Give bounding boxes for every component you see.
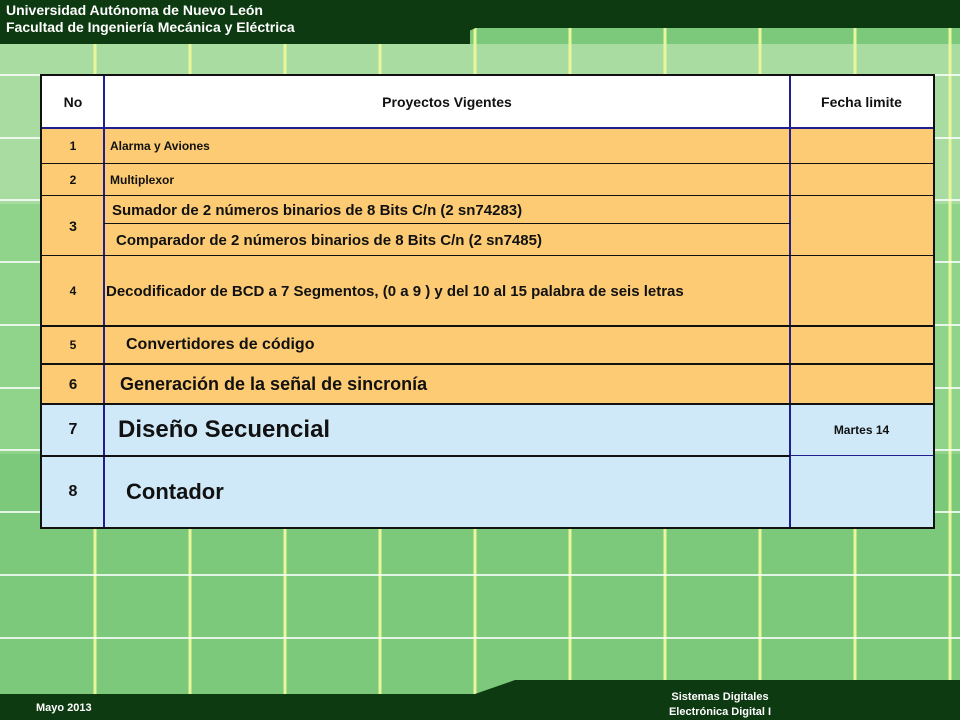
header-angle xyxy=(440,26,480,44)
row-1-no: 1 xyxy=(42,128,104,164)
row-3-no: 3 xyxy=(42,196,104,256)
row-7-project: Diseño Secuencial xyxy=(104,404,790,456)
faculty-name: Facultad de Ingeniería Mecánica y Eléctrica xyxy=(6,19,295,35)
row-divider-1 xyxy=(42,163,933,164)
row-5-deadline xyxy=(790,326,933,364)
row-3-project-a: Sumador de 2 números binarios de 8 Bits C/n (2 sn74283) xyxy=(104,196,790,224)
header-text xyxy=(6,2,295,36)
header-no: No xyxy=(42,76,104,128)
footer-course xyxy=(600,690,840,720)
footer-date: Mayo 2013 xyxy=(36,702,92,714)
row-divider-header xyxy=(42,127,933,129)
row-8-no: 8 xyxy=(42,456,104,527)
row-8-deadline xyxy=(790,456,933,527)
header-deadline: Fecha limite xyxy=(790,76,933,128)
row-1-project: Alarma y Aviones xyxy=(104,128,790,164)
row-3-project-b: Comparador de 2 números binarios de 8 Bits C/n (2 sn7485) xyxy=(104,224,790,256)
row-divider-5 xyxy=(42,363,933,365)
col-divider-2 xyxy=(789,76,791,527)
university-name: Universidad Autónoma de Nuevo León xyxy=(6,2,263,18)
row-divider-7 xyxy=(42,455,790,457)
row-4-no: 4 xyxy=(42,256,104,326)
row-3-deadline xyxy=(790,196,933,256)
row-7-deadline: Martes 14 xyxy=(790,404,933,456)
footer-angle xyxy=(475,680,515,694)
row-divider-2 xyxy=(42,195,933,196)
row-1-deadline xyxy=(790,128,933,164)
row-4-project: Decodificador de BCD a 7 Segmentos, (0 a 9 ) y del 10 al 15 palabra de seis letras xyxy=(104,256,790,326)
row-6-deadline xyxy=(790,364,933,404)
row-5-no: 5 xyxy=(42,326,104,364)
row-5-project: Convertidores de código xyxy=(104,326,790,364)
row-divider-3 xyxy=(42,255,933,256)
row-divider-4 xyxy=(42,325,933,327)
col-divider-1 xyxy=(103,76,105,527)
projects-table xyxy=(40,74,935,529)
row-2-project: Multiplexor xyxy=(104,164,790,196)
row-divider-3-inner xyxy=(104,223,790,224)
row-8-project: Contador xyxy=(104,456,790,527)
row-6-no: 6 xyxy=(42,364,104,404)
header-project: Proyectos Vigentes xyxy=(104,76,790,128)
course-name: Sistemas Digitales xyxy=(671,691,769,703)
row-2-no: 2 xyxy=(42,164,104,196)
row-2-deadline xyxy=(790,164,933,196)
row-4-deadline xyxy=(790,256,933,326)
row-divider-7-right xyxy=(790,455,933,456)
row-7-no: 7 xyxy=(42,404,104,456)
row-6-project: Generación de la señal de sincronía xyxy=(104,364,790,404)
course-subtitle: Electrónica Digital I xyxy=(668,706,772,718)
row-divider-6 xyxy=(42,403,933,405)
